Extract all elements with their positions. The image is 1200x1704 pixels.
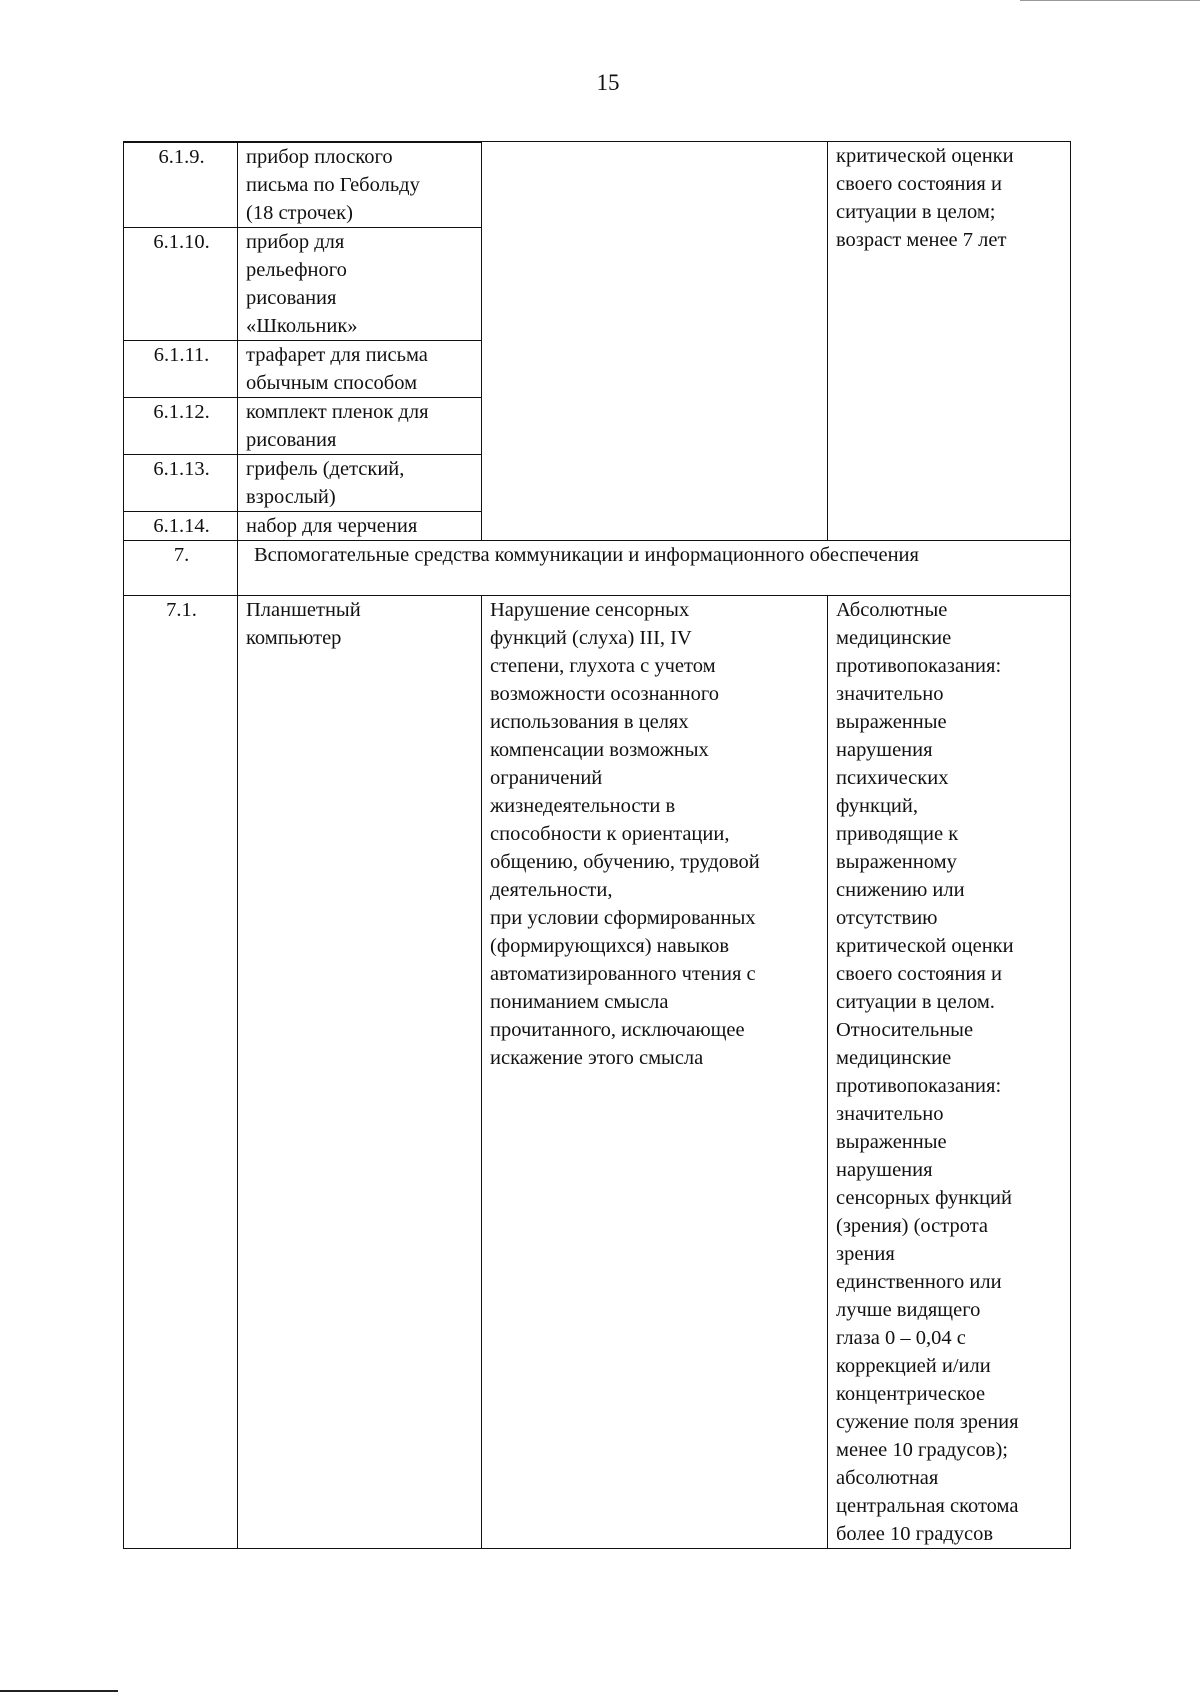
item-number: 6.1.13. <box>124 455 238 512</box>
item-name: прибор плоского письма по Гебольду (18 строчек) <box>238 143 482 228</box>
section-title-cell <box>238 541 1071 596</box>
item-name: комплект пленок для рисования <box>238 398 482 455</box>
item-name: Планшетный компьютер <box>238 596 482 1549</box>
indications-text: Нарушение сенсорных функций (слуха) III, IV степени, глухота с учетом возможности осознанного использования в целях компенсации возможных ограничений жизнедеятельности в способности к ориентации, общению, обучению, трудовой деятельности, при условии сформированных (формирующихся) навыков автоматизированного чтения с пониманием смысла прочитанного, исключающее искажение этого смысла <box>482 596 828 1549</box>
scan-edge-mark <box>0 1690 118 1692</box>
item-number: 6.1.14. <box>124 512 238 541</box>
item-number: 6.1.9. <box>124 143 238 228</box>
page-number: 15 <box>596 70 620 95</box>
contraindications-cell <box>828 142 1071 541</box>
item-number: 6.1.10. <box>124 228 238 341</box>
item-number: 7.1. <box>124 596 238 1549</box>
item-number: 6.1.12. <box>124 398 238 455</box>
section-title: Вспомогательные средства коммуникации и информационного обеспечения <box>254 544 919 566</box>
item-name: набор для черчения <box>238 512 482 541</box>
scan-edge-mark <box>1020 0 1200 1</box>
contraindications-text: Абсолютные медицинские противопоказания: значительно выраженные нарушения психических функций, приводящие к выраженному снижению или отсутствию критической оценки своего состояния и ситуации в целом. Относительные медицинские противопоказания: значительно выраженные нарушения сенсорных функций (зрения) (острота зрения единственного или лучше видящего глаза 0 – 0,04 с коррекцией и/или концентрическое сужение поля зрения менее 10 градусов); абсолютная центральная скотома более 10 градусов <box>828 596 1071 1549</box>
contraindications-continuation: критической оценки своего состояния и ситуации в целом; возраст менее 7 лет <box>836 145 1014 251</box>
aids-table <box>123 141 1071 1549</box>
table-row <box>124 596 1071 1549</box>
item-number: 6.1.11. <box>124 341 238 398</box>
item-name: трафарет для письма обычным способом <box>238 341 482 398</box>
section-row <box>124 541 1071 596</box>
indications-cell <box>482 142 828 541</box>
section-number: 7. <box>124 541 238 596</box>
item-name: прибор для рельефного рисования «Школьник» <box>238 228 482 341</box>
item-name: грифель (детский, взрослый) <box>238 455 482 512</box>
